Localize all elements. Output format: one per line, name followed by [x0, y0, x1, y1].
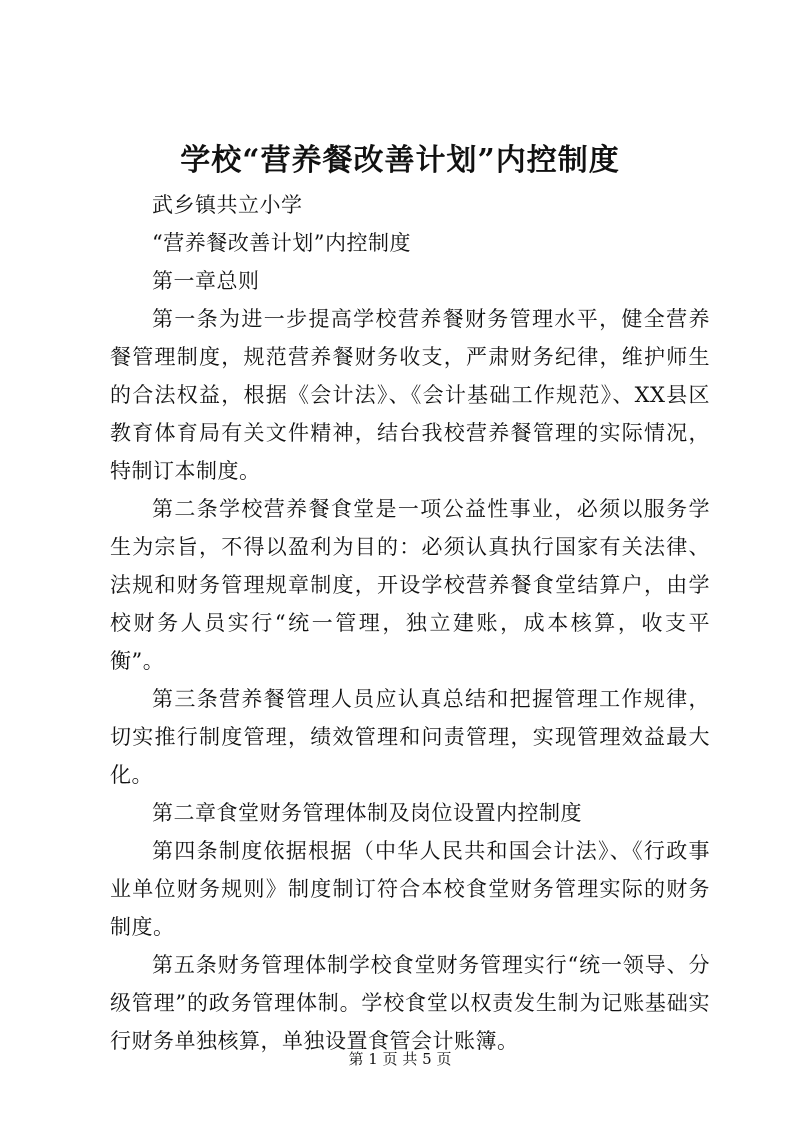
paragraph-article-4: 第四条制度依据根据（中华人民共和国会计法》、《行政事业单位财务规则》制度制订符合本校食堂财务管理实际的财务制度。	[110, 839, 710, 939]
paragraph-article-5: 第五条财务管理体制学校食堂财务管理实行“统一领导、分级管理”的政务管理体制。学校食堂以权责发生制为记账基础实行财务单独核算，单独设置食管会计账簿。	[110, 953, 710, 1053]
paragraph-subtitle: “营养餐改善计划”内控制度	[152, 231, 411, 255]
page-footer: 第 1 页 共 5 页	[348, 1050, 452, 1068]
paragraph-chapter-1: 第一章总则	[152, 269, 260, 293]
paragraph-chapter-2: 第二章食堂财务管理体制及岗位设置内控制度	[152, 801, 582, 825]
paragraph-article-1: 第一条为进一步提高学校营养餐财务管理水平，健全营养餐管理制度，规范营养餐财务收支，严肃财务纪律，维护师生的合法权益，根据《会计法》、《会计基础工作规范》、XX县区教育体育局有关文件精神，结台我校营养餐管理的实际情况，特制订本制度。	[110, 307, 710, 483]
document-title: 学校“营养餐改善计划”内控制度	[180, 143, 620, 178]
document-body	[110, 186, 710, 1060]
paragraph-article-3: 第三条营养餐管理人员应认真总结和把握管理工作规律，切实推行制度管理，绩效管理和问责管理，实现管理效益最大化。	[110, 687, 710, 787]
paragraph-school-name: 武乡镇共立小学	[152, 193, 303, 217]
paragraph-article-2: 第二条学校营养餐食堂是一项公益性事业，必须以服务学生为宗旨，不得以盈利为目的：必须认真执行国家有关法律、法规和财务管理规章制度，开设学校营养餐食堂结算户，由学校财务人员实行“统一管理，独立建账，成本核算，收支平衡”。	[110, 497, 710, 673]
